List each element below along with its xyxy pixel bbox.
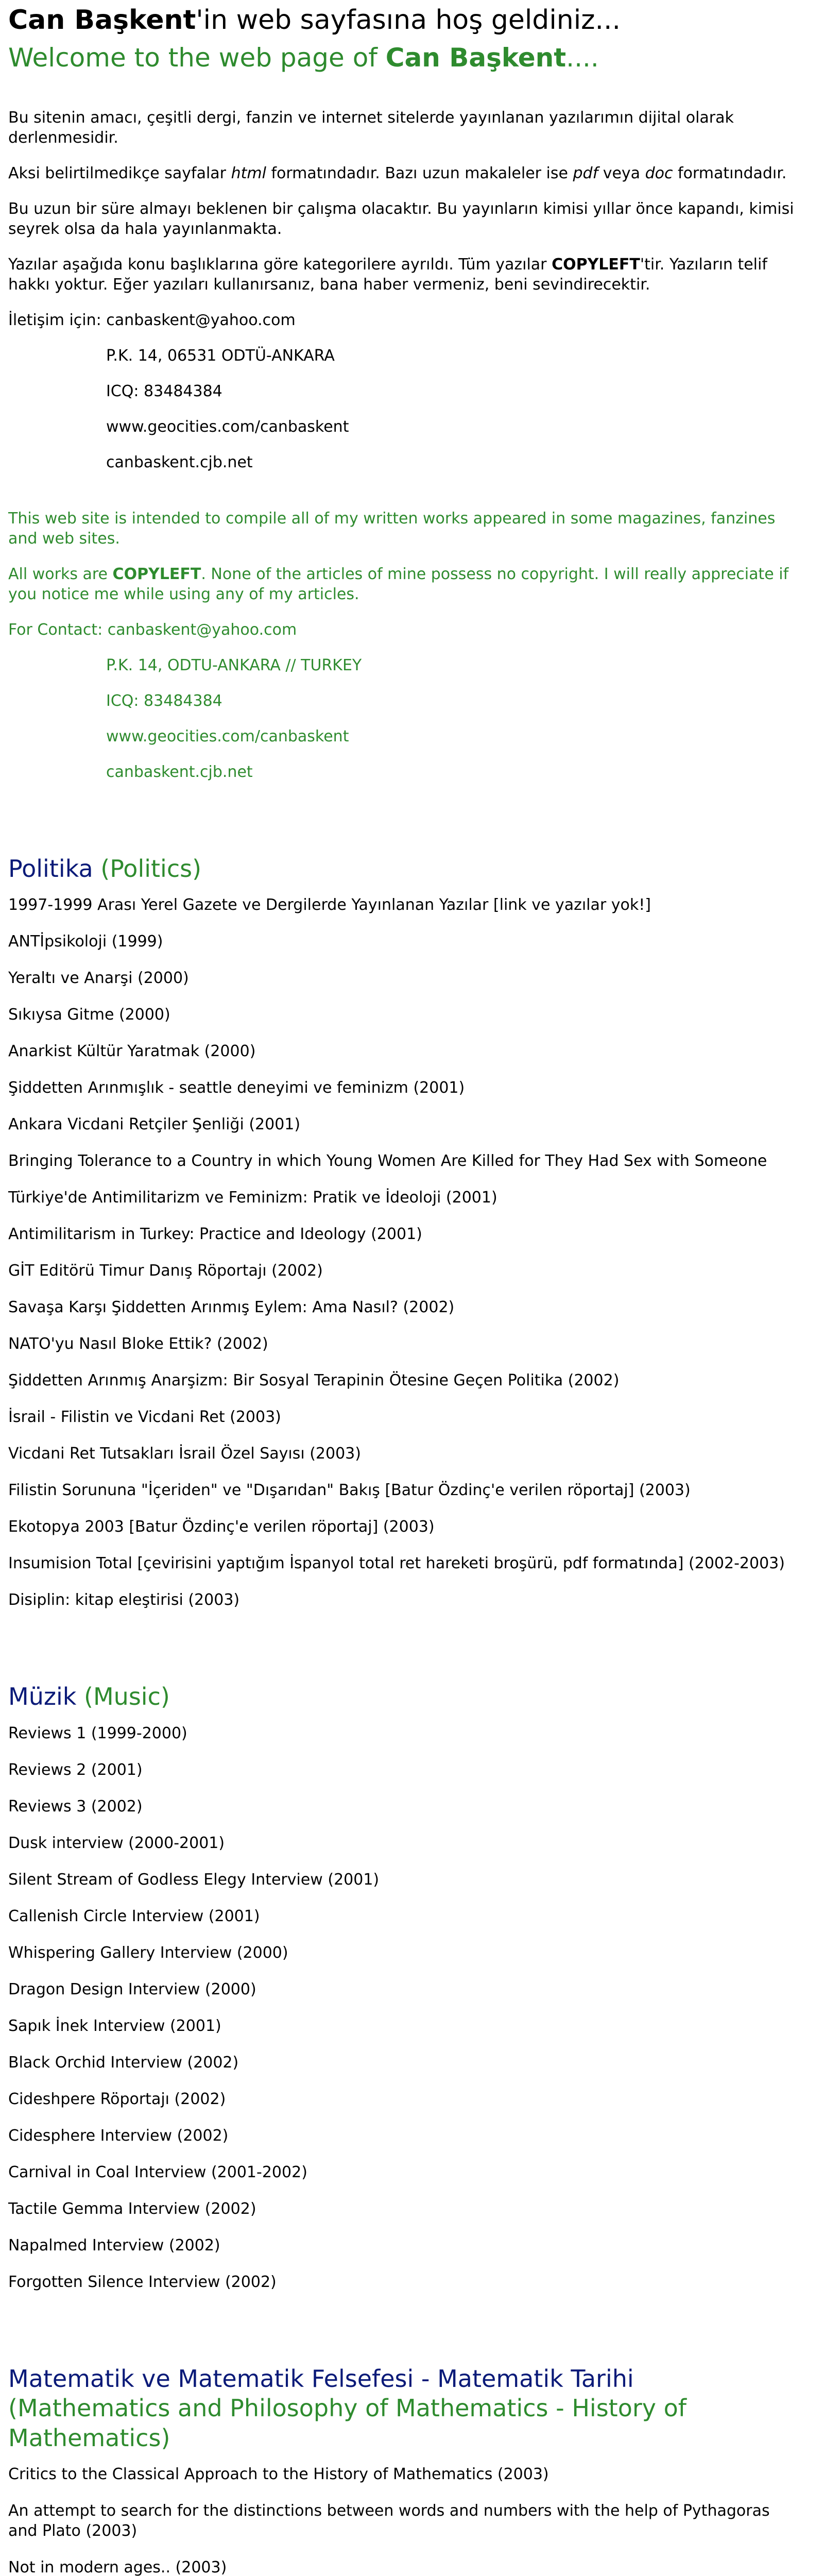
title-tr: Müzik <box>8 1683 77 1711</box>
icq-en: ICQ: 83484384 <box>106 691 222 710</box>
list-item[interactable]: Silent Stream of Godless Elegy Interview (2001) <box>8 1870 380 1889</box>
list-music <box>8 1723 799 2292</box>
list-item[interactable]: Tactile Gemma Interview (2002) <box>8 2199 256 2218</box>
section-mathematics <box>8 2364 799 2576</box>
intro-en-p1: This web site is intended to compile all of my written works appeared in some magazines, fanzines and web sites. <box>8 509 776 548</box>
section-politics <box>8 854 799 1611</box>
list-item[interactable]: Disiplin: kitap eleştirisi (2003) <box>8 1591 240 1609</box>
text-span: veya <box>598 164 645 182</box>
list-item[interactable]: Sıkıysa Gitme (2000) <box>8 1006 170 1024</box>
list-item[interactable]: GİT Editörü Timur Danış Röportajı (2002) <box>8 1262 323 1280</box>
text-span: Aksi belirtilmedikçe sayfalar <box>8 164 231 182</box>
list-item[interactable]: ANTİpsikoloji (1999) <box>8 933 163 951</box>
intro-turkish <box>8 108 799 472</box>
contact-tr <box>8 310 799 472</box>
contact-label: İletişim için: <box>8 311 107 329</box>
intro-english <box>8 509 799 782</box>
title-en: (Music) <box>76 1683 170 1711</box>
text-span: Yazılar aşağıda konu başlıklarına göre kategorilere ayrıldı. Tüm yazılar <box>8 255 552 274</box>
welcome-suffix: .... <box>566 42 599 73</box>
format-doc: doc <box>645 164 673 182</box>
title-en: (Mathematics and Philosophy of Mathematics - History of Mathematics) <box>8 2394 686 2452</box>
format-pdf: pdf <box>573 164 598 182</box>
list-item[interactable]: Dragon Design Interview (2000) <box>8 1980 256 1998</box>
title-name: Can Başkent <box>8 5 196 36</box>
contact-en-line <box>8 620 799 640</box>
list-item[interactable]: Şiddetten Arınmışlık - seattle deneyimi ve feminizm (2001) <box>8 1079 465 1097</box>
intro-tr-p4 <box>8 255 799 295</box>
welcome-heading <box>8 41 799 75</box>
text-span: 'tir. Yazıların telif hakkı yoktur. Eğer yazıları kullanırsanız, bana haber vermeniz, beni sevindirecektir. <box>8 255 767 294</box>
list-item[interactable]: Bringing Tolerance to a Country in which Young Women Are Killed for They Had Sex with Someone <box>8 1152 767 1171</box>
list-item[interactable]: Savaşa Karşı Şiddetten Arınmış Eylem: Ama Nasıl? (2002) <box>8 1298 455 1317</box>
contact-tr-line <box>8 310 799 330</box>
list-item[interactable]: An attempt to search for the distinctions between words and numbers with the help of Pythagoras and Plato (2003) <box>8 2502 770 2540</box>
list-item[interactable]: Ekotopya 2003 [Batur Özdinç'e verilen röportaj] (2003) <box>8 1518 435 1536</box>
title-en: (Politics) <box>93 854 202 883</box>
copyleft-label-en: COPYLEFT <box>112 565 201 583</box>
intro-en-p2 <box>8 564 799 604</box>
list-item[interactable]: Yeraltı ve Anarşi (2000) <box>8 969 189 988</box>
copyleft-label: COPYLEFT <box>552 255 640 274</box>
email-link[interactable]: canbaskent@yahoo.com <box>106 311 296 329</box>
list-item[interactable]: Reviews 3 (2002) <box>8 1797 143 1816</box>
list-item[interactable]: Anarkist Kültür Yaratmak (2000) <box>8 1042 256 1061</box>
geocities-link[interactable]: www.geocities.com/canbaskent <box>106 417 349 436</box>
contact-label-en: For Contact: <box>8 620 108 639</box>
text-span: . None of the articles of mine possess no copyright. I will really appreciate if you notice me while using any of my articles. <box>8 565 789 603</box>
address-en: P.K. 14, ODTU-ANKARA // TURKEY <box>106 656 362 674</box>
list-item[interactable]: Dusk interview (2000-2001) <box>8 1834 225 1852</box>
section-title-music <box>8 1682 799 1712</box>
contact-en <box>8 620 799 782</box>
list-item[interactable]: Vicdani Ret Tutsakları İsrail Özel Sayısı (2003) <box>8 1445 361 1463</box>
list-item[interactable]: Reviews 1 (1999-2000) <box>8 1724 187 1742</box>
list-item[interactable]: Whispering Gallery Interview (2000) <box>8 1943 288 1962</box>
list-item[interactable]: Cideshpere Röportajı (2002) <box>8 2090 226 2108</box>
list-item[interactable]: Insumision Total [çevirisini yaptığım İspanyol total ret hareketi broşürü, pdf formatında] (2002-2003) <box>8 1554 785 1573</box>
section-title-politics <box>8 854 799 884</box>
icq-tr: ICQ: 83484384 <box>106 382 222 400</box>
cjb-link-en[interactable]: canbaskent.cjb.net <box>106 762 253 781</box>
format-html: html <box>231 164 266 182</box>
list-mathematics <box>8 2464 799 2576</box>
list-item[interactable]: Cidesphere Interview (2002) <box>8 2126 229 2145</box>
list-item[interactable]: Antimilitarism in Turkey: Practice and Ideology (2001) <box>8 1225 422 1244</box>
intro-tr-p1: Bu sitenin amacı, çeşitli dergi, fanzin ve internet sitelerde yayınlanan yazılarımın dijital olarak derlenmesidir. <box>8 108 734 147</box>
list-item[interactable]: Sapık İnek Interview (2001) <box>8 2016 221 2035</box>
cjb-link[interactable]: canbaskent.cjb.net <box>106 453 253 471</box>
intro-tr-p2 <box>8 163 799 183</box>
title-rest: 'in web sayfasına hoş geldiniz... <box>196 5 621 36</box>
title-tr: Politika <box>8 854 93 883</box>
list-item[interactable]: 1997-1999 Arası Yerel Gazete ve Dergilerde Yayınlanan Yazılar [link ve yazılar yok!] <box>8 896 651 914</box>
list-item[interactable]: Black Orchid Interview (2002) <box>8 2053 239 2072</box>
list-item[interactable]: Reviews 2 (2001) <box>8 1760 143 1779</box>
section-title-mathematics <box>8 2364 799 2453</box>
list-item[interactable]: Callenish Circle Interview (2001) <box>8 1907 260 1925</box>
page-title <box>8 3 799 38</box>
text-span: formatındadır. <box>673 164 787 182</box>
list-item[interactable]: İsrail - Filistin ve Vicdani Ret (2003) <box>8 1408 281 1427</box>
welcome-name: Can Başkent <box>385 42 566 73</box>
list-item[interactable]: Ankara Vicdani Retçiler Şenliği (2001) <box>8 1115 301 1134</box>
list-item[interactable]: Carnival in Coal Interview (2001-2002) <box>8 2163 307 2181</box>
list-item[interactable]: Türkiye'de Antimilitarizm ve Feminizm: Pratik ve İdeoloji (2001) <box>8 1189 497 1207</box>
list-item[interactable]: Filistin Sorununa "İçeriden" ve "Dışarıdan" Bakış [Batur Özdinç'e verilen röportaj] (2003) <box>8 1481 691 1500</box>
title-tr: Matematik ve Matematik Felsefesi - Matematik Tarihi <box>8 2364 634 2393</box>
list-item[interactable]: Critics to the Classical Approach to the History of Mathematics (2003) <box>8 2465 549 2484</box>
list-politics <box>8 895 799 1610</box>
text-span: formatındadır. Bazı uzun makaleler ise <box>266 164 573 182</box>
list-item[interactable]: Forgotten Silence Interview (2002) <box>8 2273 277 2291</box>
geocities-link-en[interactable]: www.geocities.com/canbaskent <box>106 727 349 745</box>
address-tr: P.K. 14, 06531 ODTÜ-ANKARA <box>106 346 335 365</box>
text-span: All works are <box>8 565 113 583</box>
list-item[interactable]: Napalmed Interview (2002) <box>8 2236 220 2255</box>
email-link-en[interactable]: canbaskent@yahoo.com <box>107 620 297 639</box>
welcome-prefix: Welcome to the web page of <box>8 42 386 73</box>
intro-tr-p3: Bu uzun bir süre almayı beklenen bir çalışma olacaktır. Bu yayınların kimisi yıllar önce kapandı, kimisi seyrek olsa da hala yayınlanmakta. <box>8 199 794 238</box>
section-music <box>8 1682 799 2292</box>
list-item[interactable]: NATO'yu Nasıl Bloke Ettik? (2002) <box>8 1335 268 1353</box>
list-item[interactable]: Not in modern ages.. (2003) <box>8 2558 227 2576</box>
list-item[interactable]: Şiddetten Arınmış Anarşizm: Bir Sosyal Terapinin Ötesine Geçen Politika (2002) <box>8 1371 620 1390</box>
